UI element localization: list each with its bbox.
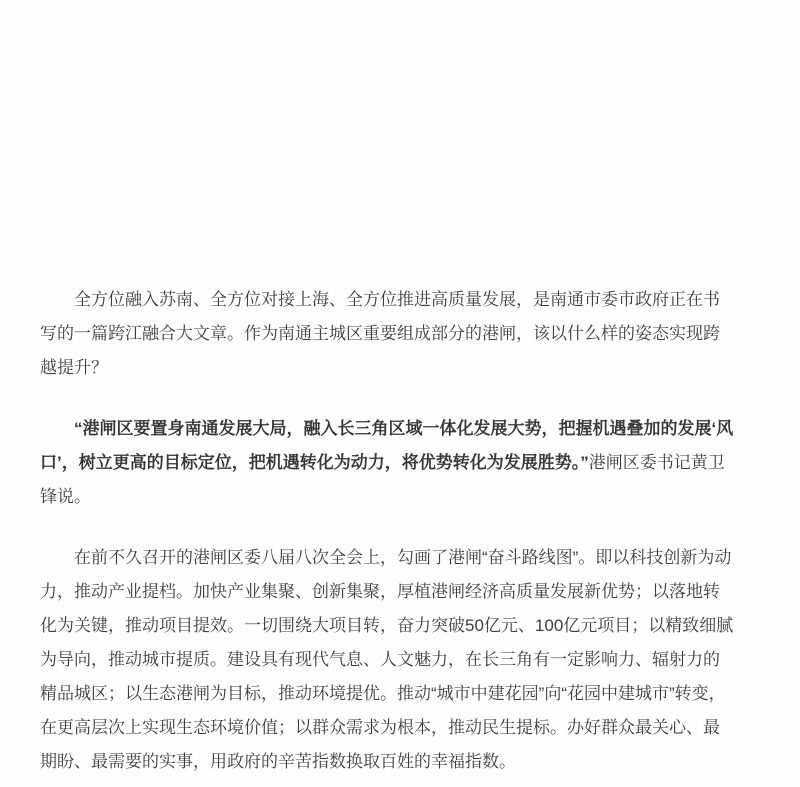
quote-attribution: 港闸区委书记黄卫锋说。	[40, 453, 725, 506]
paragraph-intro: 全方位融入苏南、全方位对接上海、全方位推进高质量发展，是南通市委市政府正在书写的一篇跨江融合大文章。作为南通主城区重要组成部分的港闸，该以什么样的姿态实现跨越提升？	[40, 290, 720, 377]
paragraph-quote	[40, 412, 734, 514]
paragraph-roadmap: 在前不久召开的港闸区委八届八次全会上，勾画了港闸“奋斗路线图”。即以科技创新为动力，推动产业提档。加快产业集聚、创新集聚，厚植港闸经济高质量发展新优势；以落地转化为关键，推动项目提效。一切围绕大项目转，奋力突破50亿元、100亿元项目；以精致细腻为导向，推动城市提质。建设具有现代气息、人文魅力，在长三角有一定影响力、辐射力的精品城区；以生态港闸为目标，推动环境提优。推动“城市中建花园”向“花园中建城市”转变，在更高层次上实现生态环境价值；以群众需求为根本，推动民生提标。办好群众最关心、最期盼、最需要的实事，用政府的辛苦指数换取百姓的幸福指数。	[40, 548, 734, 771]
quote-text: “港闸区要置身南通发展大局，融入长三角区域一体化发展大势，把握机遇叠加的发展‘风口’，树立更高的目标定位，把机遇转化为动力，将优势转化为发展胜势。”	[40, 419, 734, 472]
